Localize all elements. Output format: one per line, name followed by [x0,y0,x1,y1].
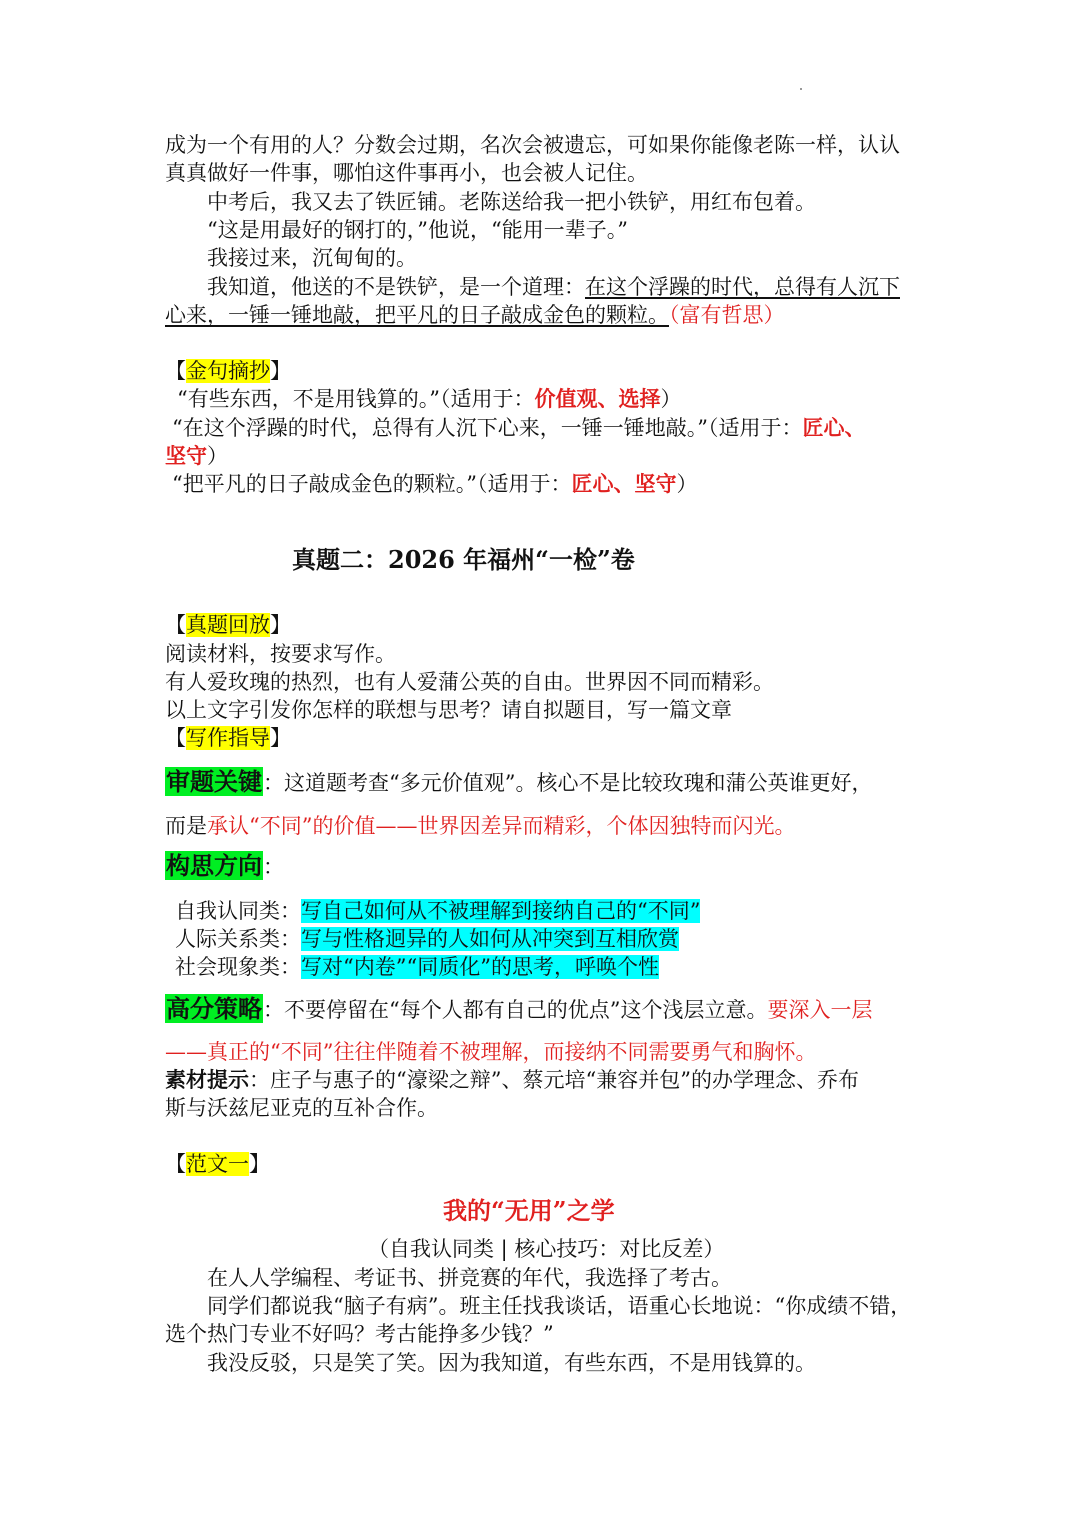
guide-text: ： [263,855,284,879]
quote-line [177,385,681,413]
text-line: 选个热门专业不好吗？考古能挣多少钱？” [165,1322,554,1346]
scan-dot [800,88,802,90]
guide-line [165,991,872,1028]
bracket: 】 [270,613,291,637]
guide-text: ：这道题考查“多元价值观”。核心不是比较玫瑰和蒲公英谁更好， [263,771,873,795]
text-line: 真真做好一件事，哪怕这件事再小，也会被人记住。 [165,161,648,185]
guide-line [165,812,795,840]
text-line: “这是用最好的钢打的，”他说，“能用一辈子。” [207,218,628,242]
quote-line [172,470,697,498]
guide-text: ：庄子与惠子的“濠梁之辩”、蔡元培“兼容并包”的办学理念、乔布 [249,1068,859,1092]
idea-category [175,953,659,981]
annotation: （富有哲思） [669,303,785,327]
text-line: 我没反驳，只是笑了笑。因为我知道，有些东西，不是用钱算的。 [207,1351,816,1375]
quote-text: ） [676,472,698,496]
section-label-highlight: 真题回放 [186,613,270,637]
guide-line: 斯与沃兹尼亚克的互补合作。 [165,1096,438,1120]
guide-line [165,764,872,801]
text-line: 在人人学编程、考证书、拼竞赛的年代，我选择了考古。 [207,1266,732,1290]
section-header [165,357,291,385]
section-label-highlight: 范文一 [186,1152,249,1176]
category-label: 人际关系类： [175,927,301,951]
guide-emphasis: 承认“不同”的价值——世界因差异而精彩，个体因独特而闪光。 [207,814,796,838]
text-line: 同学们都说我“脑子有病”。班主任找我谈话，语重心长地说：“你成绩不错， [207,1294,912,1318]
quote-text: “把平凡的日子敲成金色的颗粒。”（适用于： [172,472,572,496]
bracket: 】 [270,726,291,750]
quote-line [172,414,865,442]
guide-text: ：不要停留在“每个人都有自己的优点”这个浅层立意。 [263,998,768,1022]
quote-text: “在这个浮躁的时代，总得有人沉下心来，一锤一锤地敲。”（适用于： [172,416,803,440]
guide-emphasis: 要深入一层 [767,998,873,1022]
quote-text: ） [660,387,682,411]
quote-line [165,442,228,470]
section-label-highlight: 写作指导 [186,726,270,750]
quote-tag: 匠心、 [802,415,866,440]
category-label: 自我认同类： [175,899,301,923]
quote-text: ） [207,444,228,468]
section-label-highlight: 金句摘抄 [186,359,270,383]
essay-subtitle: （自我认同类 | 核心技巧：对比反差） [368,1237,725,1261]
bracket: 【 [165,726,186,750]
text-line [165,301,785,329]
section-header [165,611,291,639]
guide-line [165,1038,816,1066]
section-header [165,724,291,752]
text-line: 中考后，我又去了铁匠铺。老陈送给我一把小铁铲，用红布包着。 [207,190,816,214]
bracket: 【 [165,613,186,637]
text-line: 以上文字引发你怎样的联想与思考？请自拟题目，写一篇文章 [165,698,732,722]
category-text-highlight: 写对“内卷”“同质化”的思考，呼唤个性 [301,955,659,979]
bracket: 】 [249,1152,270,1176]
text-line: 有人爱玫瑰的热烈，也有人爱蒲公英的自由。世界因不同而精彩。 [165,670,774,694]
category-label: 社会现象类： [175,955,301,979]
quote-tag: 坚守 [165,443,207,468]
bracket: 【 [165,1152,186,1176]
guide-text: 而是 [165,814,207,838]
section-header [165,1150,270,1178]
idea-category [175,925,679,953]
bracket: 】 [270,359,291,383]
section-title: 真题二：2026 年福州“一检”卷 [292,545,635,574]
quote-tag: 价值观、选择 [534,386,661,411]
category-text-highlight: 写自己如何从不被理解到接纳自己的“不同” [301,899,701,923]
quote-tag: 匠心、坚守 [571,471,677,496]
quote-text: “有些东西，不是用钱算的。”（适用于： [177,387,535,411]
guide-line [165,1066,859,1094]
text-line: 阅读材料，按要求写作。 [165,642,396,666]
underlined-quote: 心来，一锤一锤地敲，把平凡的日子敲成金色的颗粒。 [165,303,669,327]
guide-label-highlight: 高分策略 [166,994,262,1023]
guide-label-highlight: 构思方向 [166,851,262,880]
guide-line [165,848,284,885]
guide-label-highlight: 审题关键 [166,767,262,796]
text-line: 我接过来，沉甸甸的。 [207,246,417,270]
bracket: 【 [165,359,186,383]
underlined-quote: 在这个浮躁的时代，总得有人沉下 [585,275,900,299]
material-label: 素材提示 [165,1067,249,1092]
category-text-highlight: 写与性格迥异的人如何从冲突到互相欣赏 [301,927,679,951]
guide-emphasis: ——真正的“不同”往往伴随着不被理解，而接纳不同需要勇气和胸怀。 [165,1040,817,1064]
text-line: 成为一个有用的人？分数会过期，名次会被遗忘，可如果你能像老陈一样，认认 [165,133,900,157]
text-line [207,273,900,301]
text-segment: 我知道，他送的不是铁铲，是一个道理： [207,275,585,299]
essay-title: 我的“无用”之学 [443,1196,615,1225]
idea-category [175,897,700,925]
